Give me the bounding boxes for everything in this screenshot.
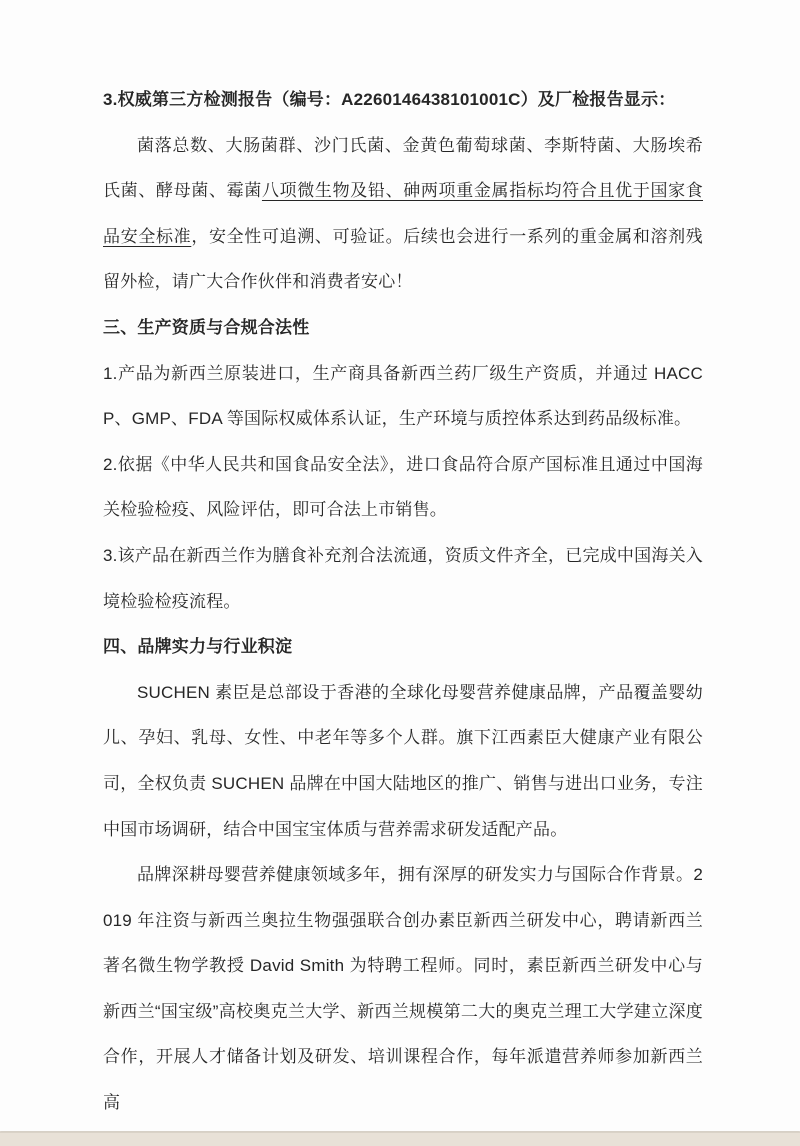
section-3-heading-text-0: 三、生产资质与合规合法性 — [103, 317, 310, 337]
compliance-item-1-text-0: 1.产品为新西兰原装进口，生产商具备新西兰药厂级生产资质，并通过 HACCP、GMP、FDA 等国际权威体系认证，生产环境与质控体系达到药品级标准。 — [103, 363, 703, 429]
compliance-item-1 — [103, 351, 703, 442]
compliance-item-2-text-0: 2.依据《中华人民共和国食品安全法》，进口食品符合原产国标准且通过中国海关检验检疫、风险评估，即可合法上市销售。 — [103, 454, 703, 520]
section-4-heading — [103, 624, 703, 670]
compliance-item-2 — [103, 442, 703, 533]
brand-research — [103, 852, 703, 1126]
background-surface — [0, 1132, 800, 1146]
section-4-heading-text-0: 四、品牌实力与行业积淀 — [103, 637, 293, 657]
microbe-test-results-text-1: 八项微生物及铅、砷两项重金属指标均符合且优于国家食品安全标准 — [103, 181, 703, 246]
compliance-item-3 — [103, 533, 703, 624]
brand-research-text-0: 品牌深耕母婴营养健康领域多年，拥有深厚的研发实力与国际合作背景。2019 年注资与新西兰奥拉生物强强联合创办素臣新西兰研发中心，聘请新西兰著名微生物学教授 David Smith 为特聘工程师。同时，素臣新西兰研发中心与新西兰“国宝级”高校奥克兰大学、新西兰规模第二大的奥克兰理工大学建立深度合作，开展人才储备计划及研发、培训课程合作，每年派遣营养师参加新西兰高 — [103, 865, 703, 1113]
document-content — [103, 77, 703, 1126]
report-intro — [103, 77, 703, 123]
brand-intro — [103, 670, 703, 852]
microbe-test-results-text-0: 菌落总数、大肠菌群、沙门氏菌、金黄色葡萄球菌、李斯特菌、大肠埃希氏菌、酵母菌、霉菌 — [103, 135, 703, 201]
microbe-test-results — [103, 123, 703, 305]
compliance-item-3-text-0: 3.该产品在新西兰作为膳食补充剂合法流通，资质文件齐全，已完成中国海关入境检验检疫流程。 — [103, 545, 703, 611]
report-intro-text-0: 3.权威第三方检测报告（编号：A2260146438101001C）及厂检报告显示： — [103, 90, 676, 109]
brand-intro-text-0: SUCHEN 素臣是总部设于香港的全球化母婴营养健康品牌，产品覆盖婴幼儿、孕妇、乳母、女性、中老年等多个人群。旗下江西素臣大健康产业有限公司，全权负责 SUCHEN 品牌在中国大陆地区的推广、销售与进出口业务，专注中国市场调研，结合中国宝宝体质与营养需求研发适配产品。 — [103, 682, 703, 839]
microbe-test-results-text-2: ，安全性可追溯、可验证。后续也会进行一系列的重金属和溶剂残留外检，请广大合作伙伴和消费者安心！ — [103, 226, 703, 292]
section-3-heading — [103, 305, 703, 351]
